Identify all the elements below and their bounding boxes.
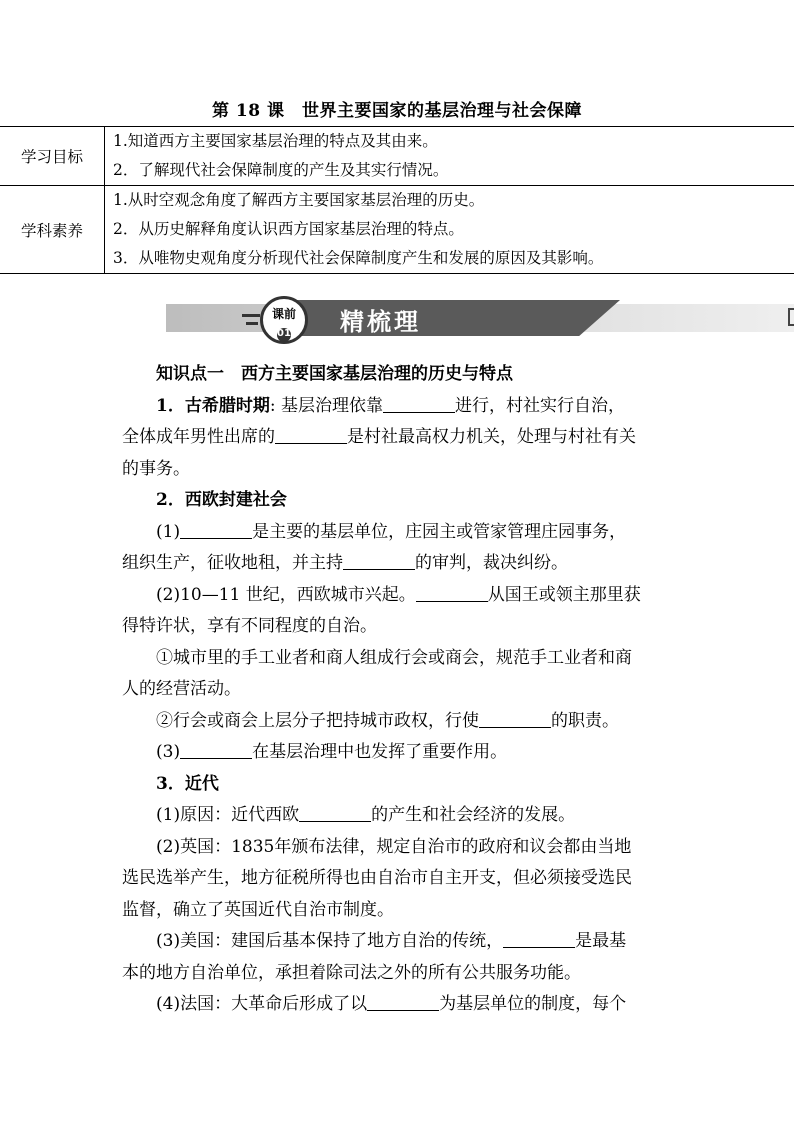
badge-number: 01 [277,328,291,342]
objective-line-2: 2．了解现代社会保障制度的产生及其实行情况。 [113,161,449,179]
lesson-title: 第 18 课 世界主要国家的基层治理与社会保障 [212,101,582,121]
paragraph-greece-line-2 [122,422,682,454]
text-span: 进行，村社实行自治， [454,395,625,416]
literacy-line-2: 2．从历史解释角度认识西方国家基层治理的特点。 [113,220,464,238]
section-label-greece: 1．古希腊时期 [156,395,270,416]
paragraph-modern-2-line-3: 监督，确立了英国近代自治市制度。 [122,899,394,920]
fill-blank[interactable] [180,520,252,539]
badge-dash-icon [242,314,260,317]
text-span: (4)法国：大革命后形成了以 [156,994,368,1014]
section-label-modern: 3．近代 [156,773,219,794]
paragraph-feudal-2-line-4: 人的经营活动。 [122,679,241,699]
paragraph-feudal-1-line-1 [122,517,682,549]
paragraph-feudal-2-line-2: 得特许状，享有不同程度的自治。 [122,616,377,636]
objective-line-1: 1.知道西方主要国家基层治理的特点及其由来。 [113,132,438,150]
fill-blank[interactable] [503,929,575,948]
goals-row-objectives [0,127,794,186]
banner-dark-band [280,300,620,336]
text-span: 全体成年男性出席的 [122,427,275,447]
text-span: (2)10—11 世纪，西欧城市兴起。 [156,584,416,605]
pre-class-badge [260,296,308,344]
row-label-literacy: 学科素养 [0,186,105,274]
text-span: ②行会或商会上层分子把持城市政权，行使 [156,710,479,731]
paragraph-feudal-2-line-5 [122,706,682,738]
text-span: 在基层治理中也发挥了重要作用。 [252,742,508,762]
text-span: 是主要的基层单位，庄园主或管家管理庄园事务， [252,521,627,542]
objectives-content [105,127,794,186]
text-span: (3) [156,742,181,762]
knowledge-content [122,359,682,1021]
badge-dash-icon-small [246,322,258,325]
paragraph-feudal-2-line-3: ①城市里的手工业者和商人组成行会或商会，规范手工业者和商 [156,647,632,668]
text-span: : 基层治理依靠 [269,395,383,416]
paragraph-modern-1 [122,800,682,832]
paragraph-modern-3-line-1 [122,926,682,958]
edge-bracket-icon [788,308,794,326]
banner-title: 精梳理 [340,308,421,336]
fill-blank[interactable] [275,425,347,444]
paragraph-modern-2-line-2: 选民选举产生，地方征税所得也由自治市自主开支，但必须接受选民 [122,868,632,888]
knowledge-heading: 知识点一 西方主要国家基层治理的历史与特点 [156,364,513,384]
paragraph-feudal-1-line-2 [122,548,682,580]
paragraph-greece-line-3: 的事务。 [122,458,190,479]
paragraph-modern-2-line-1: (2)英国：1835年颁布法律，规定自治市的政府和议会都由当地 [156,836,632,857]
fill-blank[interactable] [479,709,551,728]
text-span: 为基层单位的制度，每个 [439,994,627,1014]
text-span: (1) [156,521,181,542]
text-span: (1)原因：近代西欧 [156,805,300,825]
section-banner [160,300,794,340]
text-span: 的审判，裁决纠纷。 [415,553,568,573]
paragraph-modern-3-line-2: 本的地方自治单位，承担着除司法之外的所有公共服务功能。 [122,962,581,983]
paragraph-feudal-2-line-1 [122,580,682,612]
text-span: 的产生和社会经济的发展。 [371,805,576,825]
fill-blank[interactable] [343,551,415,570]
fill-blank[interactable] [383,394,455,413]
paragraph-feudal-3 [122,737,682,769]
text-span: 是村社最高权力机关，处理与村社有关 [347,427,636,447]
text-span: 是最基 [575,931,627,951]
text-span: 从国王或领主那里获 [487,584,641,605]
fill-blank[interactable] [367,992,439,1011]
text-span: 组织生产，征收地租，并主持 [122,553,343,573]
text-span: 的职责。 [551,710,619,731]
paragraph-modern-4 [122,989,682,1021]
literacy-line-3: 3．从唯物史观角度分析现代社会保障制度产生和发展的原因及其影响。 [113,249,604,267]
goals-row-literacy [0,186,794,274]
fill-blank[interactable] [416,583,488,602]
literacy-content [105,186,794,274]
fill-blank[interactable] [180,740,252,759]
fill-blank[interactable] [299,803,371,822]
badge-label: 课前 [271,307,296,321]
paragraph-greece-line-1 [122,391,682,423]
text-span: (3)美国：建国后基本保持了地方自治的传统， [156,931,504,951]
row-label-objectives: 学习目标 [0,127,105,186]
section-label-feudal: 2．西欧封建社会 [156,490,287,510]
learning-goals-table [0,126,794,274]
literacy-line-1: 1.从时空观念角度了解西方主要国家基层治理的历史。 [113,191,485,209]
